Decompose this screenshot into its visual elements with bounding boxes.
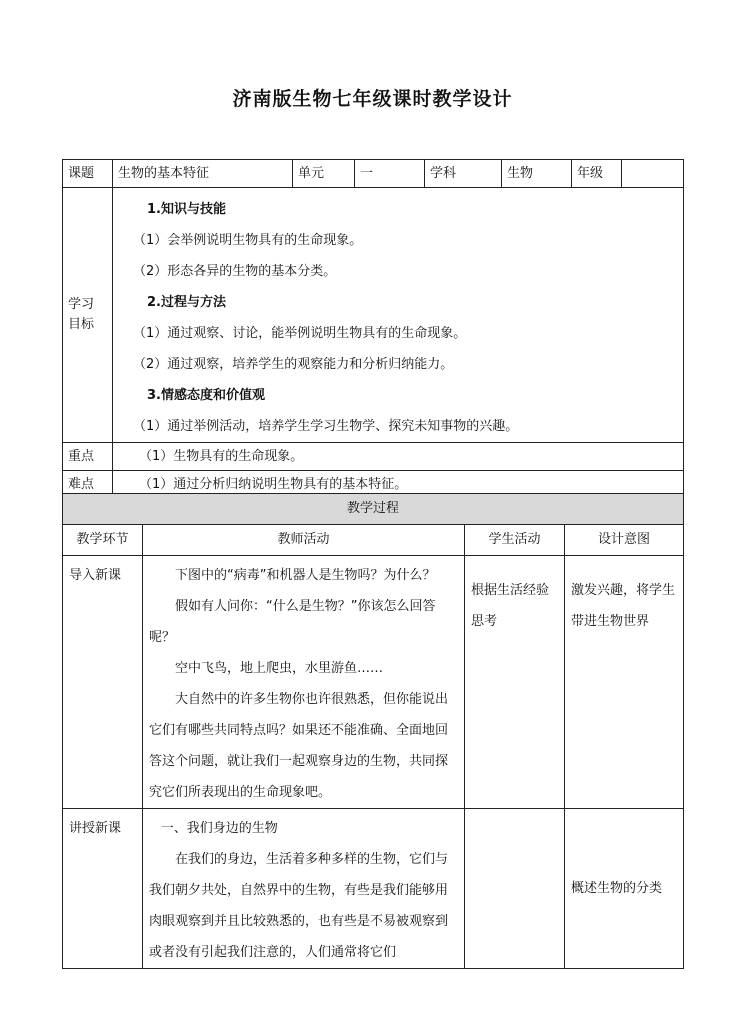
- page-title: 济南版生物七年级课时教学设计: [232, 88, 513, 110]
- objective-item: （1）通过举例活动，培养学生学习生物学、探究未知事物的兴趣。: [133, 419, 519, 434]
- teacher-activity-cell: [143, 556, 465, 809]
- difficulty-value: （1）通过分析归纳说明生物具有的基本特征。: [113, 471, 684, 499]
- design-intent-cell: 概述生物的分类: [565, 809, 684, 969]
- unit-label: 单元: [293, 160, 355, 188]
- subject-value: 生物: [502, 160, 572, 188]
- objectives-body: [113, 188, 684, 443]
- objective-item: （1）会举例说明生物具有的生命现象。: [133, 233, 363, 248]
- objectives-section-title: 3.情感态度和价值观: [147, 388, 265, 403]
- objectives-section-title: 1.知识与技能: [147, 202, 226, 217]
- unit-value: 一: [355, 160, 425, 188]
- teacher-paragraph: 在我们的身边，生活着多种多样的生物，它们与我们朝夕共处，自然界中的生物，有些是我们能够用肉眼观察到并且比较熟悉的，也有些是不易被观察到或者没有引起我们注意的，人们通常将它们: [149, 852, 449, 960]
- teacher-paragraph: 下图中的“病毒”和机器人是生物吗？为什么？: [175, 568, 436, 583]
- key-point-value: （1）生物具有的生命现象。: [113, 443, 684, 471]
- teacher-paragraph: 空中飞鸟，地上爬虫，水里游鱼……: [175, 661, 384, 676]
- column-header: 教师活动: [143, 525, 465, 556]
- teacher-paragraph: 假如有人问你：“什么是生物？”你该怎么回答呢？: [149, 599, 436, 645]
- objective-item: （1）通过观察、讨论，能举例说明生物具有的生命现象。: [133, 326, 467, 341]
- column-header: 教学环节: [63, 525, 143, 556]
- column-header: 设计意图: [565, 525, 684, 556]
- teaching-process-table: [62, 493, 684, 969]
- process-row-intro: [63, 556, 684, 809]
- stage-cell: 讲授新课: [63, 809, 143, 969]
- key-point-label: 重点: [63, 443, 113, 471]
- topic-label: 课题: [63, 160, 113, 188]
- banner-row: [63, 494, 684, 525]
- design-intent-cell: 激发兴趣，将学生带进生物世界: [565, 556, 684, 809]
- grade-value: [622, 160, 684, 188]
- key-point-row: [63, 443, 684, 471]
- teacher-paragraph: 一、我们身边的生物: [160, 821, 278, 836]
- info-row: [63, 160, 684, 188]
- process-banner: 教学过程: [63, 494, 684, 525]
- column-header-row: [63, 525, 684, 556]
- student-activity-cell: [465, 809, 565, 969]
- subject-label: 学科: [425, 160, 502, 188]
- topic-value: 生物的基本特征: [113, 160, 293, 188]
- difficulty-label: 难点: [63, 471, 113, 499]
- objective-item: （2）形态各异的生物的基本分类。: [133, 264, 337, 279]
- grade-label: 年级: [572, 160, 622, 188]
- lesson-info-table: [62, 159, 684, 499]
- process-row-new: [63, 809, 684, 969]
- teacher-activity-cell: [143, 809, 465, 969]
- stage-cell: 导入新课: [63, 556, 143, 809]
- column-header: 学生活动: [465, 525, 565, 556]
- student-activity-cell: 根据生活经验思考: [465, 556, 565, 809]
- teacher-paragraph: 大自然中的许多生物你也许很熟悉，但你能说出它们有哪些共同特点吗？如果还不能准确、全面地回答这个问题，就让我们一起观察身边的生物，共同探究它们所表现出的生命现象吧。: [149, 692, 449, 800]
- objectives-label: 学习 目标: [63, 188, 113, 443]
- objective-item: （2）通过观察，培养学生的观察能力和分析归纳能力。: [133, 357, 454, 372]
- objectives-row: [63, 188, 684, 443]
- objectives-section-title: 2.过程与方法: [147, 295, 226, 310]
